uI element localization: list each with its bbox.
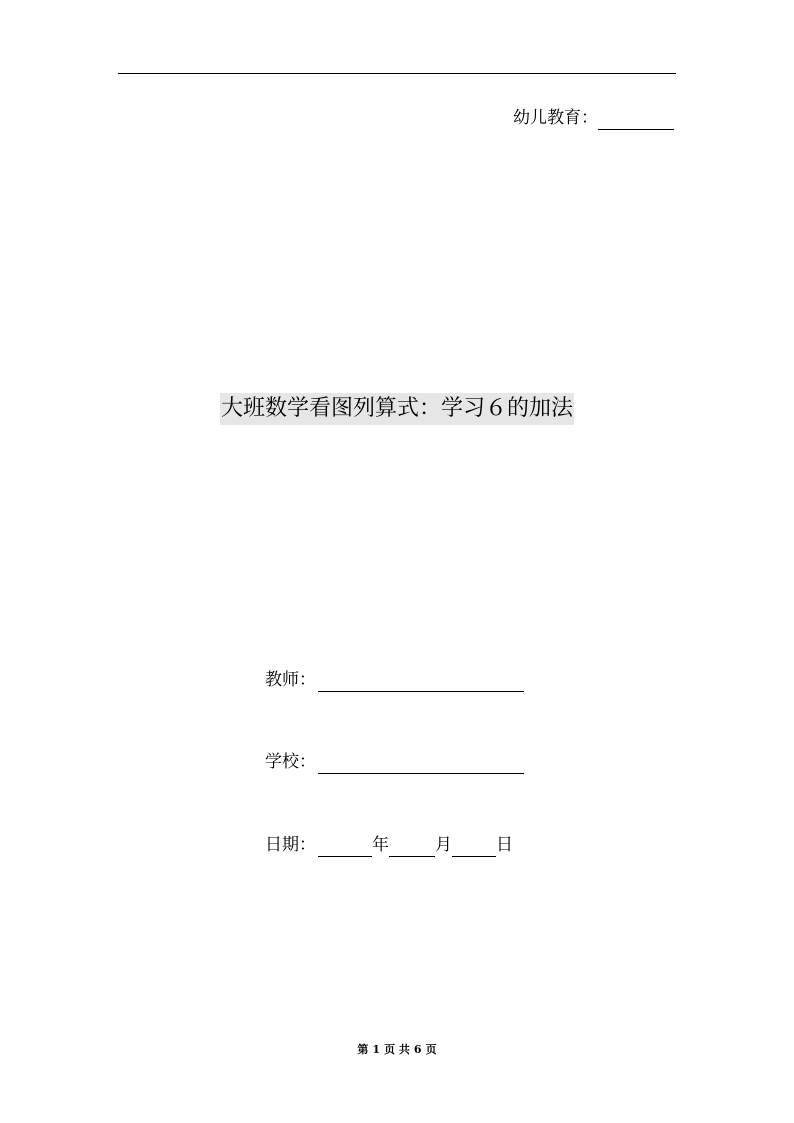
page-footer <box>0 1042 794 1058</box>
total-pages-number: 6 <box>413 1043 422 1056</box>
footer-suffix: 页 <box>425 1043 437 1056</box>
school-blank-line <box>318 755 524 774</box>
year-blank-line <box>318 838 372 857</box>
school-field <box>265 750 524 774</box>
header-rule <box>118 73 676 74</box>
title-container <box>0 393 794 425</box>
date-field <box>265 833 513 857</box>
day-unit: 日 <box>496 835 513 855</box>
teacher-label: 教师： <box>265 670 316 690</box>
footer-mid: 页 共 <box>384 1043 410 1056</box>
teacher-field <box>265 668 524 692</box>
teacher-blank-line <box>318 673 524 692</box>
category-label: 幼儿教育： <box>513 108 598 128</box>
category-blank-line <box>598 111 674 130</box>
current-page-number: 1 <box>372 1043 381 1056</box>
document-title: 大班数学看图列算式：学习６的加法 <box>220 393 574 425</box>
day-blank-line <box>452 838 496 857</box>
school-label: 学校： <box>265 752 316 772</box>
year-unit: 年 <box>372 835 389 855</box>
footer-prefix: 第 <box>357 1043 369 1056</box>
date-label: 日期： <box>265 835 316 855</box>
category-field <box>513 106 674 130</box>
month-blank-line <box>389 838 435 857</box>
month-unit: 月 <box>435 835 452 855</box>
